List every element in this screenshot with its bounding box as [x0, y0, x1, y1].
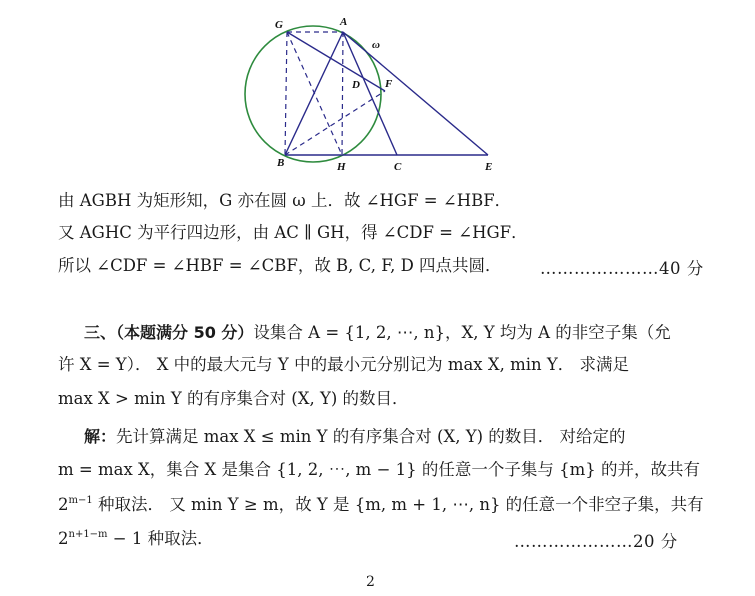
solution-line-1: [84, 426, 735, 448]
solution-label: 解：: [84, 427, 117, 446]
problem3-line-2: 许 X = Y）． X 中的最大元与 Y 中的最小元分别记为 max X, min Y． 求满足: [58, 355, 630, 374]
power-exp-2: n+1−m: [68, 529, 108, 540]
solution-line-3-text: 种取法． 又 min Y ≥ m，故 Y 是 {m, m + 1, ⋯, n} 的任意一个非空子集，共有: [92, 495, 704, 514]
problem3-line-3: max X > min Y 的有序集合对 (X, Y) 的数目．: [58, 389, 409, 408]
page-number: 2: [366, 574, 375, 590]
segment-GB: [285, 32, 287, 155]
problem3-statement-start: 设集合 A = {1, 2, ⋯, n}，X, Y 均为 A 的非空子集（允: [253, 323, 671, 342]
solution-line-3: [58, 494, 735, 516]
label-D: D: [352, 79, 360, 91]
label-E: E: [485, 161, 493, 173]
label-B: B: [277, 157, 285, 169]
segment-GF: [287, 32, 385, 91]
proof-line-3: 所以 ∠CDF = ∠HBF = ∠CBF，故 B, C, F, D 四点共圆．: [58, 256, 502, 275]
power-base-1: 2: [58, 495, 69, 514]
label-G: G: [275, 19, 283, 31]
label-omega: ω: [372, 39, 380, 51]
solution-line-4-text: − 1 种取法．: [107, 529, 214, 548]
label-C: C: [394, 161, 402, 173]
segment-AC: [343, 32, 397, 155]
solution-text-start: 先计算满足 max X ≤ min Y 的有序集合对 (X, Y) 的数目． 对给定的: [116, 427, 626, 446]
label-A: A: [340, 16, 348, 28]
segment-AH: [342, 32, 343, 155]
power-base-2: 2: [58, 529, 69, 548]
segment-AE: [343, 32, 488, 155]
label-F: F: [385, 78, 393, 90]
solution-line-2: m = max X，集合 X 是集合 {1, 2, ⋯, m − 1} 的任意一个子集与 {m} 的并，故共有: [58, 460, 701, 479]
proof-line-2: 又 AGHC 为平行四边形，由 AC ∥ GH，得 ∠CDF = ∠HGF．: [58, 223, 528, 242]
problem3-heading: 三、（本题满分 50 分）: [84, 323, 254, 342]
proof-score-40: …………………40 分: [540, 259, 704, 278]
solution-score-20: …………………20 分: [514, 532, 678, 551]
problem3-line-1: [84, 322, 735, 344]
label-H: H: [337, 161, 346, 173]
power-exp-1: m−1: [68, 495, 93, 506]
proof-line-1: 由 AGBH 为矩形知，G 亦在圆 ω 上．故 ∠HGF = ∠HBF．: [58, 191, 512, 210]
geometry-figure: [230, 8, 510, 178]
